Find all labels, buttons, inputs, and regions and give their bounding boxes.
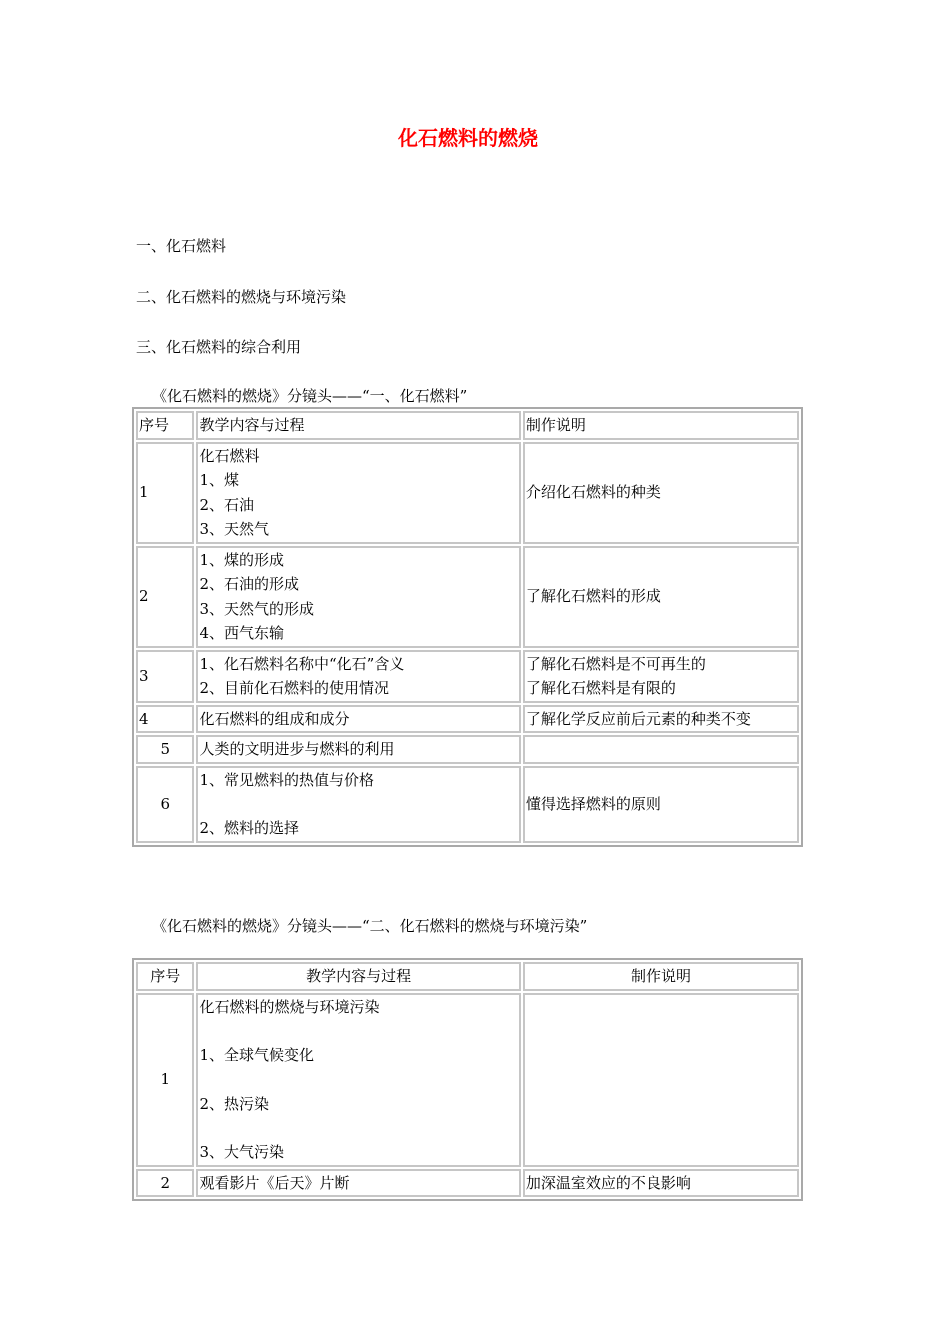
row-note: 加深温室效应的不良影响 <box>523 1169 799 1198</box>
content-line-blank <box>199 1116 517 1140</box>
row-number: 3 <box>136 650 194 703</box>
row-content: 人类的文明进步与燃料的利用 <box>196 735 520 764</box>
row-number: 2 <box>136 546 194 648</box>
document-title: 化石燃料的燃烧 <box>398 126 538 150</box>
content-line: 1、煤的形成 <box>199 550 284 569</box>
row-content <box>196 766 520 843</box>
row-number: 6 <box>136 766 194 843</box>
table-row <box>136 1169 799 1198</box>
content-line-blank <box>199 1068 517 1092</box>
table-row <box>136 442 799 544</box>
row-content: 观看影片《后天》片断 <box>196 1169 520 1198</box>
outline-item-3: 三、化石燃料的综合利用 <box>136 338 302 356</box>
content-line: 3、天然气的形成 <box>199 599 314 618</box>
content-line-blank <box>199 792 517 816</box>
row-number: 1 <box>136 442 194 544</box>
header-cell-no: 序号 <box>136 962 194 991</box>
note-line: 了解化石燃料是有限的 <box>525 679 676 697</box>
table-row <box>136 546 799 648</box>
table1-caption: 《化石燃料的燃烧》分镜头——“一、化石燃料” <box>152 387 468 405</box>
storyboard-table-1 <box>132 407 803 847</box>
row-note <box>523 650 799 703</box>
header-cell-content: 教学内容与过程 <box>196 411 520 440</box>
header-cell-note: 制作说明 <box>523 411 799 440</box>
content-line: 化石燃料的燃烧与环境污染 <box>199 997 380 1016</box>
content-line: 2、目前化石燃料的使用情况 <box>199 679 389 697</box>
row-number: 2 <box>136 1169 194 1198</box>
row-note: 了解化学反应前后元素的种类不变 <box>523 705 799 734</box>
header-cell-note: 制作说明 <box>523 962 799 991</box>
table-row <box>136 705 799 734</box>
outline-item-1: 一、化石燃料 <box>136 237 227 255</box>
row-content <box>196 546 520 648</box>
note-line: 了解化石燃料是不可再生的 <box>525 654 706 673</box>
row-number: 1 <box>136 993 194 1167</box>
row-number: 5 <box>136 735 194 764</box>
header-cell-no: 序号 <box>136 411 194 440</box>
content-line: 3、天然气 <box>199 520 269 538</box>
table-row <box>136 993 799 1167</box>
row-content <box>196 650 520 703</box>
row-note: 了解化石燃料的形成 <box>523 546 799 648</box>
row-content <box>196 442 520 544</box>
content-line: 1、常见燃料的热值与价格 <box>199 770 374 789</box>
table-row <box>136 650 799 703</box>
content-line: 2、石油 <box>199 495 254 514</box>
content-line: 1、化石燃料名称中“化石”含义 <box>199 654 405 673</box>
content-line: 4、西气东输 <box>199 624 284 642</box>
row-note <box>523 735 799 764</box>
header-cell-content: 教学内容与过程 <box>196 962 520 991</box>
row-number: 4 <box>136 705 194 734</box>
outline-item-2: 二、化石燃料的燃烧与环境污染 <box>136 288 347 306</box>
row-note <box>523 993 799 1167</box>
table-header-row <box>136 411 799 440</box>
table-row <box>136 735 799 764</box>
content-line: 2、燃料的选择 <box>199 819 299 837</box>
row-note: 介绍化石燃料的种类 <box>523 442 799 544</box>
table-header-row <box>136 962 799 991</box>
row-note: 懂得选择燃料的原则 <box>523 766 799 843</box>
row-content <box>196 993 520 1167</box>
storyboard-table-2 <box>132 958 803 1201</box>
table2-caption: 《化石燃料的燃烧》分镜头——“二、化石燃料的燃烧与环境污染” <box>152 917 588 935</box>
table-row <box>136 766 799 843</box>
content-line: 2、热污染 <box>199 1094 269 1113</box>
content-line-blank <box>199 1019 517 1043</box>
content-line: 化石燃料 <box>199 446 260 465</box>
row-content: 化石燃料的组成和成分 <box>196 705 520 734</box>
content-line: 1、煤 <box>199 471 239 489</box>
content-line: 1、全球气候变化 <box>199 1046 314 1064</box>
content-line: 2、石油的形成 <box>199 575 299 593</box>
content-line: 3、大气污染 <box>199 1143 284 1161</box>
